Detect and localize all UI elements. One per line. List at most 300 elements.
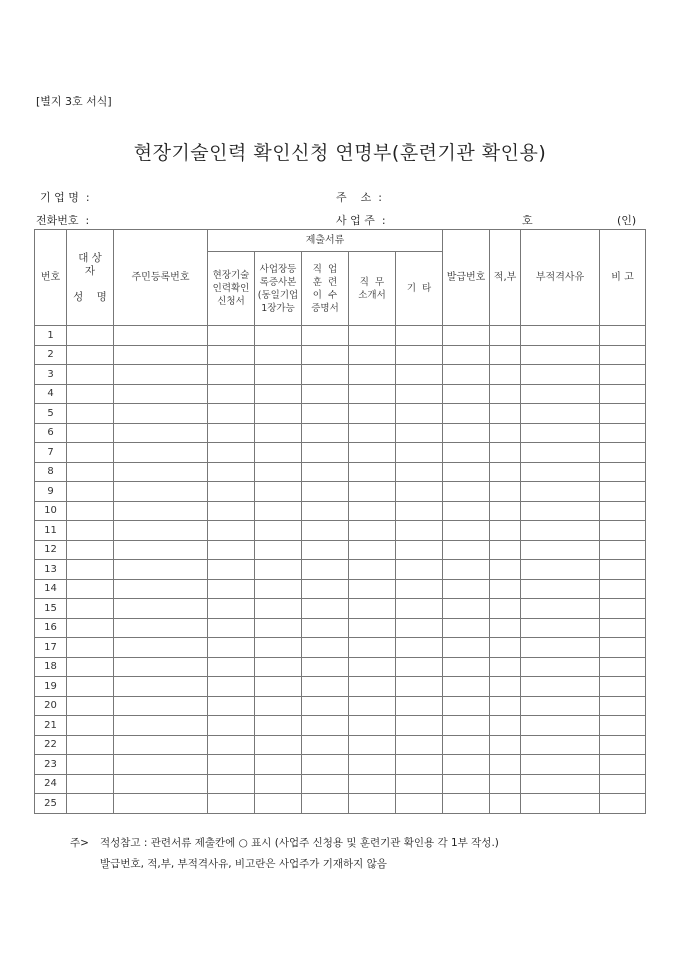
id-cell[interactable]	[114, 384, 208, 404]
row-number: 25	[35, 794, 67, 814]
reason-cell[interactable]	[521, 521, 600, 541]
header-resident-id: 주민등록번호	[114, 230, 208, 326]
issue-number-cell[interactable]	[443, 735, 490, 755]
other-cell[interactable]	[396, 462, 443, 482]
fit-cell[interactable]	[490, 423, 521, 443]
reason-cell[interactable]	[521, 384, 600, 404]
training-cert-cell[interactable]	[302, 423, 349, 443]
id-cell[interactable]	[114, 443, 208, 463]
business-reg-cell[interactable]	[255, 384, 302, 404]
table-row	[35, 774, 646, 794]
other-cell[interactable]	[396, 501, 443, 521]
fit-cell[interactable]	[490, 735, 521, 755]
reason-cell[interactable]	[521, 774, 600, 794]
business-reg-cell[interactable]	[255, 423, 302, 443]
business-reg-cell[interactable]	[255, 540, 302, 560]
fit-cell[interactable]	[490, 560, 521, 580]
remarks-cell[interactable]	[600, 443, 646, 463]
training-cert-cell[interactable]	[302, 501, 349, 521]
issue-number-cell[interactable]	[443, 716, 490, 736]
remarks-cell[interactable]	[600, 365, 646, 385]
application-cell[interactable]	[208, 618, 255, 638]
remarks-cell[interactable]	[600, 618, 646, 638]
application-cell[interactable]	[208, 326, 255, 346]
remarks-cell[interactable]	[600, 326, 646, 346]
remarks-cell[interactable]	[600, 521, 646, 541]
application-cell[interactable]	[208, 599, 255, 619]
remarks-cell[interactable]	[600, 794, 646, 814]
name-cell[interactable]	[67, 326, 114, 346]
issue-number-cell[interactable]	[443, 345, 490, 365]
other-cell[interactable]	[396, 423, 443, 443]
issue-number-cell[interactable]	[443, 326, 490, 346]
business-reg-cell[interactable]	[255, 579, 302, 599]
id-cell[interactable]	[114, 755, 208, 775]
header-fit: 적,부	[490, 230, 521, 326]
reason-cell[interactable]	[521, 423, 600, 443]
table-row	[35, 657, 646, 677]
reason-cell[interactable]	[521, 599, 600, 619]
id-cell[interactable]	[114, 677, 208, 697]
id-cell[interactable]	[114, 462, 208, 482]
job-desc-cell[interactable]	[349, 794, 396, 814]
other-cell[interactable]	[396, 560, 443, 580]
business-reg-cell[interactable]	[255, 501, 302, 521]
name-cell[interactable]	[67, 716, 114, 736]
application-cell[interactable]	[208, 423, 255, 443]
application-cell[interactable]	[208, 657, 255, 677]
application-cell[interactable]	[208, 404, 255, 424]
table-row	[35, 521, 646, 541]
application-cell[interactable]	[208, 794, 255, 814]
name-cell[interactable]	[67, 579, 114, 599]
training-cert-cell[interactable]	[302, 618, 349, 638]
job-desc-cell[interactable]	[349, 716, 396, 736]
business-reg-cell[interactable]	[255, 735, 302, 755]
business-reg-cell[interactable]	[255, 657, 302, 677]
table-row	[35, 560, 646, 580]
name-cell[interactable]	[67, 794, 114, 814]
remarks-cell[interactable]	[600, 560, 646, 580]
business-reg-cell[interactable]	[255, 560, 302, 580]
id-cell[interactable]	[114, 774, 208, 794]
job-desc-cell[interactable]	[349, 482, 396, 502]
business-reg-cell[interactable]	[255, 443, 302, 463]
reason-cell[interactable]	[521, 735, 600, 755]
remarks-cell[interactable]	[600, 501, 646, 521]
id-cell[interactable]	[114, 618, 208, 638]
name-cell[interactable]	[67, 657, 114, 677]
name-cell[interactable]	[67, 599, 114, 619]
other-cell[interactable]	[396, 482, 443, 502]
issue-number-cell[interactable]	[443, 579, 490, 599]
other-cell[interactable]	[396, 755, 443, 775]
other-cell[interactable]	[396, 794, 443, 814]
application-cell[interactable]	[208, 677, 255, 697]
training-cert-cell[interactable]	[302, 794, 349, 814]
fit-cell[interactable]	[490, 794, 521, 814]
business-reg-cell[interactable]	[255, 755, 302, 775]
fit-cell[interactable]	[490, 404, 521, 424]
issue-number-cell[interactable]	[443, 443, 490, 463]
other-cell[interactable]	[396, 365, 443, 385]
application-cell[interactable]	[208, 696, 255, 716]
job-desc-cell[interactable]	[349, 579, 396, 599]
application-cell[interactable]	[208, 345, 255, 365]
training-cert-cell[interactable]	[302, 326, 349, 346]
fit-cell[interactable]	[490, 462, 521, 482]
id-cell[interactable]	[114, 404, 208, 424]
application-cell[interactable]	[208, 482, 255, 502]
other-cell[interactable]	[396, 540, 443, 560]
row-number: 22	[35, 735, 67, 755]
issue-number-cell[interactable]	[443, 462, 490, 482]
id-cell[interactable]	[114, 735, 208, 755]
remarks-cell[interactable]	[600, 462, 646, 482]
name-cell[interactable]	[67, 560, 114, 580]
business-reg-cell[interactable]	[255, 696, 302, 716]
remarks-cell[interactable]	[600, 677, 646, 697]
issue-number-cell[interactable]	[443, 404, 490, 424]
issue-number-cell[interactable]	[443, 638, 490, 658]
name-cell[interactable]	[67, 638, 114, 658]
header-reason: 부적격사유	[521, 230, 600, 326]
training-cert-cell[interactable]	[302, 599, 349, 619]
fit-cell[interactable]	[490, 774, 521, 794]
other-cell[interactable]	[396, 735, 443, 755]
reason-cell[interactable]	[521, 345, 600, 365]
row-number: 7	[35, 443, 67, 463]
row-number: 12	[35, 540, 67, 560]
remarks-cell[interactable]	[600, 482, 646, 502]
other-cell[interactable]	[396, 404, 443, 424]
application-cell[interactable]	[208, 560, 255, 580]
other-cell[interactable]	[396, 657, 443, 677]
other-cell[interactable]	[396, 638, 443, 658]
company-name-label: 기 업 명 :	[40, 191, 90, 204]
id-cell[interactable]	[114, 501, 208, 521]
name-cell[interactable]	[67, 404, 114, 424]
header-person-name: 대 상 자 성 명	[67, 230, 114, 326]
job-desc-cell[interactable]	[349, 384, 396, 404]
training-cert-cell[interactable]	[302, 345, 349, 365]
business-reg-cell[interactable]	[255, 774, 302, 794]
address-label: 주 소 :	[336, 191, 382, 204]
fit-cell[interactable]	[490, 618, 521, 638]
training-cert-cell[interactable]	[302, 696, 349, 716]
remarks-cell[interactable]	[600, 696, 646, 716]
job-desc-cell[interactable]	[349, 540, 396, 560]
job-desc-cell[interactable]	[349, 521, 396, 541]
training-cert-cell[interactable]	[302, 774, 349, 794]
application-cell[interactable]	[208, 521, 255, 541]
reason-cell[interactable]	[521, 755, 600, 775]
id-cell[interactable]	[114, 365, 208, 385]
fit-cell[interactable]	[490, 755, 521, 775]
name-cell[interactable]	[67, 696, 114, 716]
application-cell[interactable]	[208, 462, 255, 482]
other-cell[interactable]	[396, 599, 443, 619]
name-cell[interactable]	[67, 423, 114, 443]
header-sub-training-cert: 직 업 훈 련 이 수 증명서	[302, 252, 349, 326]
remarks-cell[interactable]	[600, 423, 646, 443]
id-cell[interactable]	[114, 540, 208, 560]
reason-cell[interactable]	[521, 482, 600, 502]
job-desc-cell[interactable]	[349, 404, 396, 424]
fit-cell[interactable]	[490, 657, 521, 677]
fit-cell[interactable]	[490, 696, 521, 716]
id-cell[interactable]	[114, 423, 208, 443]
name-cell[interactable]	[67, 384, 114, 404]
name-cell[interactable]	[67, 735, 114, 755]
id-cell[interactable]	[114, 638, 208, 658]
table-row	[35, 735, 646, 755]
row-number: 11	[35, 521, 67, 541]
application-cell[interactable]	[208, 735, 255, 755]
training-cert-cell[interactable]	[302, 657, 349, 677]
remarks-cell[interactable]	[600, 657, 646, 677]
other-cell[interactable]	[396, 384, 443, 404]
name-cell[interactable]	[67, 677, 114, 697]
fit-cell[interactable]	[490, 599, 521, 619]
application-cell[interactable]	[208, 443, 255, 463]
name-cell[interactable]	[67, 482, 114, 502]
fit-cell[interactable]	[490, 716, 521, 736]
job-desc-cell[interactable]	[349, 638, 396, 658]
business-reg-cell[interactable]	[255, 482, 302, 502]
remarks-cell[interactable]	[600, 735, 646, 755]
table-row	[35, 677, 646, 697]
reason-cell[interactable]	[521, 638, 600, 658]
reason-cell[interactable]	[521, 365, 600, 385]
job-desc-cell[interactable]	[349, 560, 396, 580]
business-reg-cell[interactable]	[255, 794, 302, 814]
fit-cell[interactable]	[490, 677, 521, 697]
id-cell[interactable]	[114, 599, 208, 619]
business-reg-cell[interactable]	[255, 326, 302, 346]
name-cell[interactable]	[67, 521, 114, 541]
reason-cell[interactable]	[521, 794, 600, 814]
fit-cell[interactable]	[490, 326, 521, 346]
issue-number-cell[interactable]	[443, 696, 490, 716]
reason-cell[interactable]	[521, 443, 600, 463]
id-cell[interactable]	[114, 657, 208, 677]
other-cell[interactable]	[396, 326, 443, 346]
reason-cell[interactable]	[521, 560, 600, 580]
application-cell[interactable]	[208, 501, 255, 521]
business-reg-cell[interactable]	[255, 365, 302, 385]
job-desc-cell[interactable]	[349, 599, 396, 619]
name-cell[interactable]	[67, 345, 114, 365]
other-cell[interactable]	[396, 716, 443, 736]
job-desc-cell[interactable]	[349, 618, 396, 638]
table-row	[35, 482, 646, 502]
job-desc-cell[interactable]	[349, 657, 396, 677]
id-cell[interactable]	[114, 696, 208, 716]
other-cell[interactable]	[396, 345, 443, 365]
issue-number-cell[interactable]	[443, 482, 490, 502]
issue-number-cell[interactable]	[443, 384, 490, 404]
fit-cell[interactable]	[490, 443, 521, 463]
business-reg-cell[interactable]	[255, 618, 302, 638]
application-cell[interactable]	[208, 365, 255, 385]
training-cert-cell[interactable]	[302, 755, 349, 775]
fit-cell[interactable]	[490, 482, 521, 502]
job-desc-cell[interactable]	[349, 755, 396, 775]
other-cell[interactable]	[396, 443, 443, 463]
row-number: 2	[35, 345, 67, 365]
business-reg-cell[interactable]	[255, 345, 302, 365]
training-cert-cell[interactable]	[302, 365, 349, 385]
job-desc-cell[interactable]	[349, 501, 396, 521]
fit-cell[interactable]	[490, 345, 521, 365]
issue-number-cell[interactable]	[443, 365, 490, 385]
remarks-cell[interactable]	[600, 540, 646, 560]
issue-number-cell[interactable]	[443, 521, 490, 541]
issue-number-cell[interactable]	[443, 560, 490, 580]
other-cell[interactable]	[396, 521, 443, 541]
training-cert-cell[interactable]	[302, 384, 349, 404]
fit-cell[interactable]	[490, 501, 521, 521]
name-cell[interactable]	[67, 618, 114, 638]
issue-number-cell[interactable]	[443, 794, 490, 814]
remarks-cell[interactable]	[600, 755, 646, 775]
training-cert-cell[interactable]	[302, 716, 349, 736]
job-desc-cell[interactable]	[349, 462, 396, 482]
training-cert-cell[interactable]	[302, 462, 349, 482]
reason-cell[interactable]	[521, 540, 600, 560]
owner-ho-text: 호	[522, 214, 533, 227]
name-cell[interactable]	[67, 501, 114, 521]
fit-cell[interactable]	[490, 638, 521, 658]
issue-number-cell[interactable]	[443, 618, 490, 638]
name-cell[interactable]	[67, 755, 114, 775]
reason-cell[interactable]	[521, 618, 600, 638]
job-desc-cell[interactable]	[349, 735, 396, 755]
fit-cell[interactable]	[490, 384, 521, 404]
remarks-cell[interactable]	[600, 345, 646, 365]
name-cell[interactable]	[67, 540, 114, 560]
reason-cell[interactable]	[521, 501, 600, 521]
name-cell[interactable]	[67, 462, 114, 482]
job-desc-cell[interactable]	[349, 677, 396, 697]
id-cell[interactable]	[114, 794, 208, 814]
id-cell[interactable]	[114, 521, 208, 541]
header-sub-business-reg: 사업장등 록증사본 (동일기업 1장가능	[255, 252, 302, 326]
issue-number-cell[interactable]	[443, 540, 490, 560]
job-desc-cell[interactable]	[349, 365, 396, 385]
training-cert-cell[interactable]	[302, 677, 349, 697]
reason-cell[interactable]	[521, 696, 600, 716]
business-reg-cell[interactable]	[255, 404, 302, 424]
issue-number-cell[interactable]	[443, 501, 490, 521]
reason-cell[interactable]	[521, 579, 600, 599]
fit-cell[interactable]	[490, 540, 521, 560]
application-cell[interactable]	[208, 716, 255, 736]
job-desc-cell[interactable]	[349, 774, 396, 794]
job-desc-cell[interactable]	[349, 345, 396, 365]
job-desc-cell[interactable]	[349, 696, 396, 716]
issue-number-cell[interactable]	[443, 774, 490, 794]
issue-number-cell[interactable]	[443, 677, 490, 697]
job-desc-cell[interactable]	[349, 423, 396, 443]
reason-cell[interactable]	[521, 677, 600, 697]
business-reg-cell[interactable]	[255, 462, 302, 482]
job-desc-cell[interactable]	[349, 326, 396, 346]
header-issue-number: 발급번호	[443, 230, 490, 326]
business-reg-cell[interactable]	[255, 521, 302, 541]
id-cell[interactable]	[114, 345, 208, 365]
application-cell[interactable]	[208, 774, 255, 794]
row-number: 10	[35, 501, 67, 521]
training-cert-cell[interactable]	[302, 443, 349, 463]
issue-number-cell[interactable]	[443, 657, 490, 677]
fit-cell[interactable]	[490, 579, 521, 599]
application-cell[interactable]	[208, 755, 255, 775]
issue-number-cell[interactable]	[443, 423, 490, 443]
issue-number-cell[interactable]	[443, 599, 490, 619]
header-sub-other: 기 타	[396, 252, 443, 326]
remarks-cell[interactable]	[600, 774, 646, 794]
training-cert-cell[interactable]	[302, 482, 349, 502]
training-cert-cell[interactable]	[302, 638, 349, 658]
remarks-cell[interactable]	[600, 638, 646, 658]
other-cell[interactable]	[396, 618, 443, 638]
name-cell[interactable]	[67, 365, 114, 385]
training-cert-cell[interactable]	[302, 521, 349, 541]
reason-cell[interactable]	[521, 326, 600, 346]
business-reg-cell[interactable]	[255, 677, 302, 697]
id-cell[interactable]	[114, 716, 208, 736]
remarks-cell[interactable]	[600, 599, 646, 619]
remarks-cell[interactable]	[600, 384, 646, 404]
reason-cell[interactable]	[521, 462, 600, 482]
issue-number-cell[interactable]	[443, 755, 490, 775]
training-cert-cell[interactable]	[302, 560, 349, 580]
business-reg-cell[interactable]	[255, 599, 302, 619]
application-cell[interactable]	[208, 384, 255, 404]
other-cell[interactable]	[396, 677, 443, 697]
id-cell[interactable]	[114, 326, 208, 346]
reason-cell[interactable]	[521, 657, 600, 677]
training-cert-cell[interactable]	[302, 579, 349, 599]
job-desc-cell[interactable]	[349, 443, 396, 463]
id-cell[interactable]	[114, 560, 208, 580]
name-cell[interactable]	[67, 774, 114, 794]
application-cell[interactable]	[208, 540, 255, 560]
other-cell[interactable]	[396, 774, 443, 794]
business-reg-cell[interactable]	[255, 638, 302, 658]
id-cell[interactable]	[114, 482, 208, 502]
id-cell[interactable]	[114, 579, 208, 599]
fit-cell[interactable]	[490, 521, 521, 541]
name-cell[interactable]	[67, 443, 114, 463]
training-cert-cell[interactable]	[302, 540, 349, 560]
application-cell[interactable]	[208, 638, 255, 658]
other-cell[interactable]	[396, 579, 443, 599]
other-cell[interactable]	[396, 696, 443, 716]
training-cert-cell[interactable]	[302, 735, 349, 755]
fit-cell[interactable]	[490, 365, 521, 385]
reason-cell[interactable]	[521, 716, 600, 736]
application-cell[interactable]	[208, 579, 255, 599]
reason-cell[interactable]	[521, 404, 600, 424]
training-cert-cell[interactable]	[302, 404, 349, 424]
remarks-cell[interactable]	[600, 579, 646, 599]
remarks-cell[interactable]	[600, 404, 646, 424]
business-reg-cell[interactable]	[255, 716, 302, 736]
remarks-cell[interactable]	[600, 716, 646, 736]
